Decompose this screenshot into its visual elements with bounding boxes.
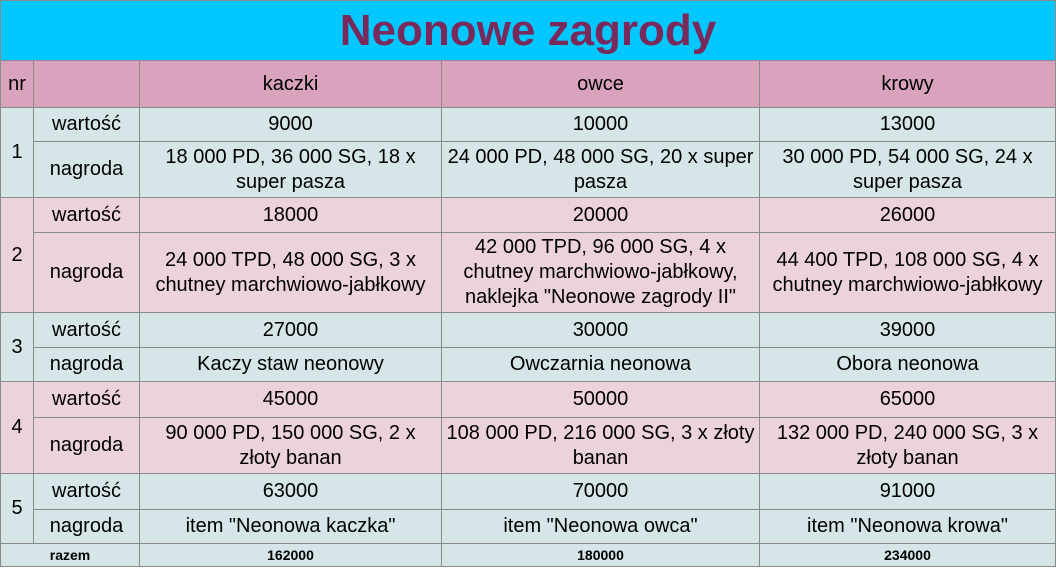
total-cell: 234000 [760, 544, 1056, 567]
reward-label: nagroda [34, 348, 140, 382]
header-nr: nr [1, 61, 34, 108]
total-label: razem [1, 544, 140, 567]
table-row [1, 348, 1056, 382]
reward-cell: Owczarnia neonowa [442, 348, 760, 382]
value-label: wartość [34, 382, 140, 418]
value-cell: 70000 [442, 474, 760, 510]
value-cell: 65000 [760, 382, 1056, 418]
reward-cell: 24 000 PD, 48 000 SG, 20 x super pasza [442, 142, 760, 198]
value-label: wartość [34, 198, 140, 233]
level-number: 1 [1, 108, 34, 198]
header-row [1, 61, 1056, 108]
table-row [1, 418, 1056, 474]
reward-label: nagroda [34, 510, 140, 544]
table-row [1, 382, 1056, 418]
value-label: wartość [34, 313, 140, 348]
reward-cell: Obora neonowa [760, 348, 1056, 382]
total-cell: 180000 [442, 544, 760, 567]
reward-cell: 108 000 PD, 216 000 SG, 3 x złoty banan [442, 418, 760, 474]
reward-cell: Kaczy staw neonowy [140, 348, 442, 382]
total-row [1, 544, 1056, 567]
table-row [1, 108, 1056, 142]
reward-label: nagroda [34, 418, 140, 474]
value-cell: 26000 [760, 198, 1056, 233]
value-cell: 39000 [760, 313, 1056, 348]
table-row [1, 510, 1056, 544]
value-label: wartość [34, 474, 140, 510]
value-cell: 13000 [760, 108, 1056, 142]
table-row [1, 198, 1056, 233]
reward-cell: 30 000 PD, 54 000 SG, 24 x super pasza [760, 142, 1056, 198]
header-owce: owce [442, 61, 760, 108]
level-number: 3 [1, 313, 34, 382]
level-number: 2 [1, 198, 34, 313]
value-cell: 27000 [140, 313, 442, 348]
table-row [1, 313, 1056, 348]
value-cell: 63000 [140, 474, 442, 510]
value-cell: 45000 [140, 382, 442, 418]
reward-cell: item "Neonowa kaczka" [140, 510, 442, 544]
level-number: 5 [1, 474, 34, 544]
header-kaczki: kaczki [140, 61, 442, 108]
value-cell: 18000 [140, 198, 442, 233]
reward-cell: 132 000 PD, 240 000 SG, 3 x złoty banan [760, 418, 1056, 474]
page-title: Neonowe zagrody [1, 1, 1056, 61]
value-cell: 50000 [442, 382, 760, 418]
reward-label: nagroda [34, 142, 140, 198]
level-number: 4 [1, 382, 34, 474]
reward-label: nagroda [34, 233, 140, 313]
reward-cell: item "Neonowa owca" [442, 510, 760, 544]
header-blank [34, 61, 140, 108]
value-cell: 91000 [760, 474, 1056, 510]
value-label: wartość [34, 108, 140, 142]
reward-cell: item "Neonowa krowa" [760, 510, 1056, 544]
table-row [1, 142, 1056, 198]
table-row [1, 233, 1056, 313]
reward-cell: 90 000 PD, 150 000 SG, 2 x złoty banan [140, 418, 442, 474]
reward-cell: 44 400 TPD, 108 000 SG, 4 x chutney marchwiowo-jabłkowy [760, 233, 1056, 313]
reward-cell: 18 000 PD, 36 000 SG, 18 x super pasza [140, 142, 442, 198]
value-cell: 30000 [442, 313, 760, 348]
header-krowy: krowy [760, 61, 1056, 108]
reward-cell: 42 000 TPD, 96 000 SG, 4 x chutney marchwiowo-jabłkowy, naklejka "Neonowe zagrody II" [442, 233, 760, 313]
value-cell: 10000 [442, 108, 760, 142]
table-row [1, 474, 1056, 510]
value-cell: 9000 [140, 108, 442, 142]
reward-cell: 24 000 TPD, 48 000 SG, 3 x chutney marchwiowo-jabłkowy [140, 233, 442, 313]
value-cell: 20000 [442, 198, 760, 233]
total-cell: 162000 [140, 544, 442, 567]
